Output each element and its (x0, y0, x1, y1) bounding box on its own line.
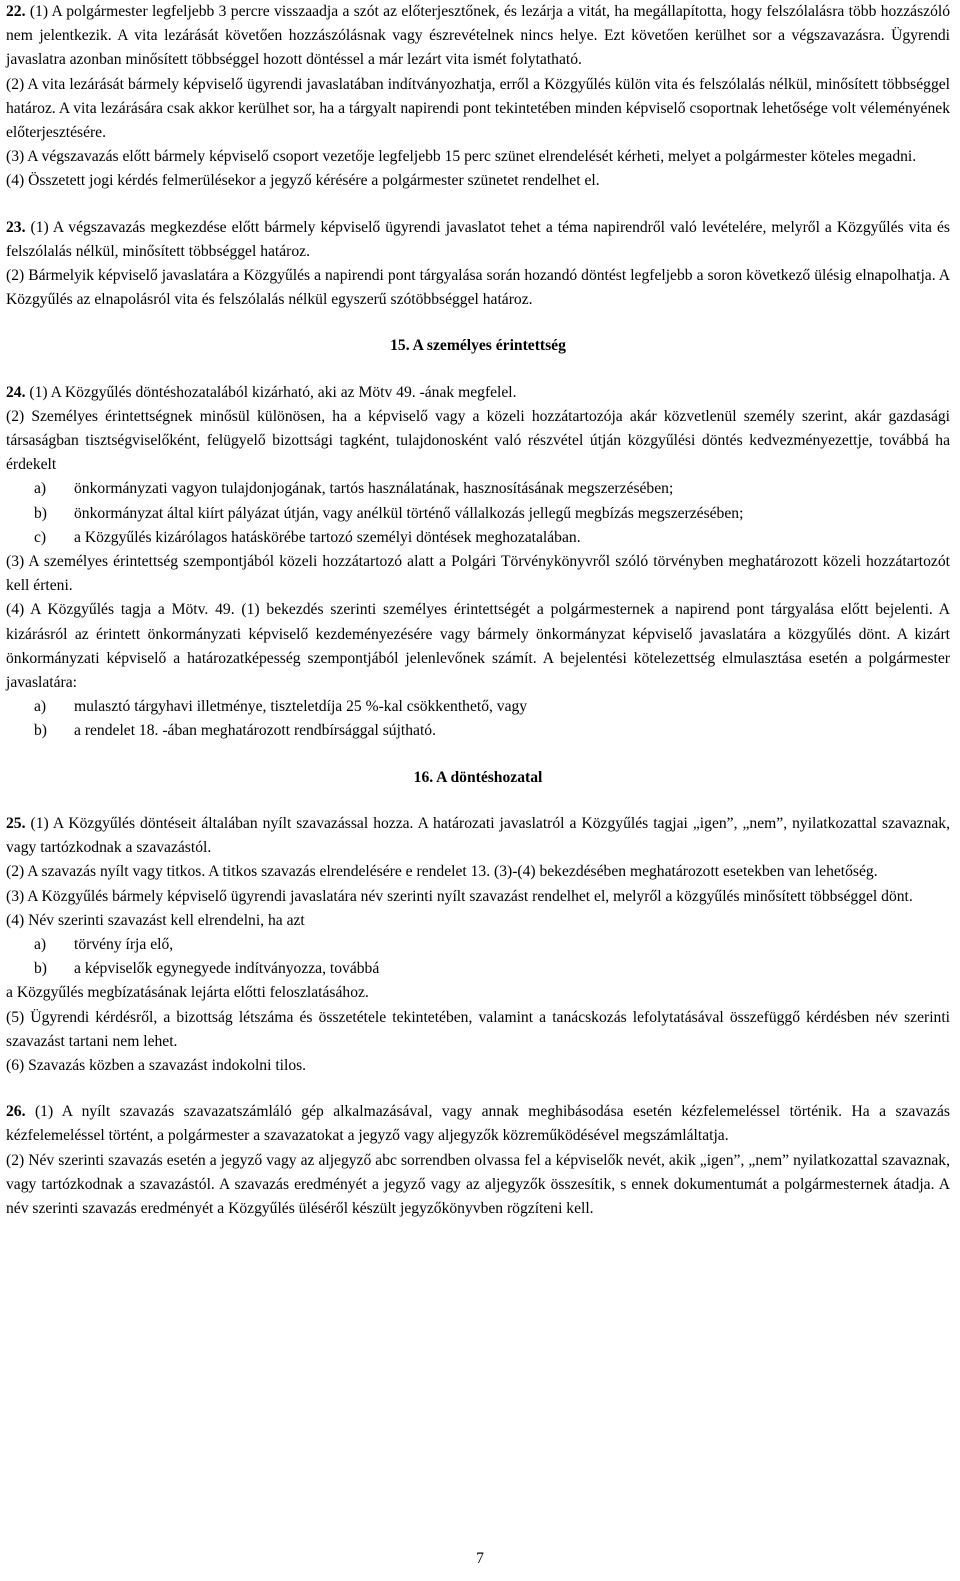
s25-para-6: (6) Szavazás közben a szavazást indokolni tilos. (6, 1056, 307, 1074)
list-item (6, 695, 950, 719)
list-label: a) (34, 698, 47, 716)
list-label: b) (34, 504, 47, 522)
s25-number: 25. (6, 814, 26, 832)
s22-para-1 (6, 0, 950, 73)
s22-para-4: (4) Összetett jogi kérdés felmerülésekor a jegyző kérésére a polgármester szünetet rendelhet el. (6, 172, 600, 190)
s26-para-1 (6, 1100, 950, 1148)
s23-para-1 (6, 216, 950, 264)
spacer (6, 1078, 950, 1100)
spacer (6, 312, 950, 334)
list-text: a rendelet 18. -ában meghatározott rendbírsággal sújtható. (74, 722, 436, 740)
list-label: b) (34, 960, 47, 978)
s25-para-1 (6, 812, 950, 860)
list-text: önkormányzat által kiírt pályázat útján, vagy anélkül történő vállalkozás jellegű megbízás megszerzésében; (74, 504, 744, 522)
s22-number: 22. (6, 3, 26, 20)
s26-para-2: (2) Név szerinti szavazás esetén a jegyző vagy az aljegyző abc sorrendben olvassa fel a képviselők nevét, akik „igen”, „nem” nyilatkozattal szavaznak, vagy tartózkodnak a szavazástól. A szavazás eredményét a jegyző vagy az aljegyzők összesítik, s ennek dokumentumát a polgármesternek átadja. A név szerinti szavazás eredményét a Közgyűlés üléséről készült jegyzőkönyvben rögzíteni kell. (6, 1151, 950, 1217)
s26-p1-text: (1) A nyílt szavazás szavazatszámláló gép alkalmazásával, vagy annak meghibásodása esetén kézfelemeléssel történik. Ha a szavazás kézfelemeléssel történt, a polgármester a szavazatokat a jegyző vagy aljegyzők közreműködésével megszámláltatja. (6, 1103, 950, 1145)
list-item (6, 933, 950, 957)
s24-p1-text: (1) A Közgyűlés döntéshozatalából kizárható, aki az Mötv 49. -ának megfelel. (25, 383, 517, 401)
s24-number: 24. (6, 383, 26, 401)
s23-number: 23. (6, 218, 26, 236)
list-text: a Közgyűlés kizárólagos hatáskörébe tartozó személyi döntések meghozatalában. (74, 528, 581, 546)
s22-para-2: (2) A vita lezárását bármely képviselő ügyrendi javaslatában indítványozhatja, erről a Közgyűlés külön vita és felszólalás nélkül, minősített többséggel határoz. A vita lezárására csak akkor kerülhet sor, ha a tárgyalt napirendi pont tekintetében minden képviselő csoportnak lehetősége volt véleményének előterjesztésére. (6, 75, 950, 142)
list-label: c) (34, 528, 47, 546)
s25-para-2: (2) A szavazás nyílt vagy titkos. A titkos szavazás elrendelésére e rendelet 13. (3)-(4) bekezdésében meghatározott esetekben van lehetőség. (6, 863, 878, 881)
heading-15: 15. A személyes érintettség (390, 337, 566, 355)
list-item (6, 502, 950, 526)
document-page (6, 0, 950, 1221)
s23-para-2: (2) Bármelyik képviselő javaslatára a Közgyűlés a napirendi pont tárgyalása során hozandó döntést legfeljebb a soron következő ülésig elnapolhatja. A Közgyűlés az elnapolásról vita és felszólalás nélkül egyszerű szótöbbséggel határoz. (6, 267, 950, 309)
s25-para-4b: a Közgyűlés megbízatásának lejárta előtti feloszlatásához. (6, 984, 369, 1002)
s26-number: 26. (6, 1103, 26, 1121)
spacer (6, 359, 950, 381)
spacer (6, 194, 950, 216)
s25-para-5: (5) Ügyrendi kérdésről, a bizottság létszáma és összetétele tekintetében, valamint a tanácskozás lefolytatásával összefüggő kérdésben név szerinti szavazást tartani nem lehet. (6, 1008, 950, 1050)
s23-p1-text: (1) A végszavazás megkezdése előtt bármely képviselő ügyrendi javaslatot tehet a téma napirendről való levételére, melyről a Közgyűlés vita és felszólalás nélkül, minősített többséggel határoz. (6, 218, 950, 260)
list-label: b) (34, 722, 47, 740)
list-item (6, 719, 950, 743)
s24-para-1 (6, 381, 950, 405)
list-item (6, 957, 950, 981)
s22-p1-text: (1) A polgármester legfeljebb 3 percre visszaadja a szót az előterjesztőnek, és lezárja a vitát, ha megállapította, hogy felszólalásra több hozzászóló nem jelentkezik. A vita lezárását követően hozzászólásnak vagy észrevételnek nincs helye. Ezt követően kerülhet sor a végszavazásra. Ügyrendi javaslatra azonban minősített többséggel hozott döntéssel a már lezárt vita ismét folytatható. (6, 3, 950, 69)
list-text: a képviselők egynegyede indítványozza, továbbá (74, 960, 380, 978)
spacer (6, 790, 950, 812)
s24-para-4: (4) A Közgyűlés tagja a Mötv. 49. (1) bekezdés szerinti személyes érintettségét a polgármesternek a napirend pont tárgyalása előtt bejelenti. A kizárásról az érintett önkormányzati képviselő kezdeményezésére vagy bármely önkormányzat képviselő javaslatára a közgyűlés dönt. A kizárt önkormányzati képviselő a határozatképesség szempontjából jelenlevőnek számít. A bejelentési kötelezettség elmulasztása esetén a polgármester javaslatára: (6, 601, 950, 692)
s22-para-3: (3) A végszavazás előtt bármely képviselő csoport vezetője legfeljebb 15 perc szünet elrendelését kérheti, melyet a polgármester köteles megadni. (6, 148, 917, 166)
heading-16: 16. A döntéshozatal (413, 768, 543, 786)
list-text: mulasztó tárgyhavi illetménye, tiszteletdíja 25 %-kal csökkenthető, vagy (74, 698, 528, 716)
list-text: törvény írja elő, (74, 935, 174, 953)
list-item (6, 526, 950, 550)
s25-p1-text: (1) A Közgyűlés döntéseit általában nyílt szavazással hozza. A határozati javaslatról a Közgyűlés tagjai „igen”, „nem”, nyilatkozattal szavaznak, vagy tartózkodnak a szavazástól. (6, 814, 950, 857)
s24-para-3: (3) A személyes érintettség szempontjából közeli hozzátartozó alatt a Polgári Törvénykönyvről szóló törvényben meghatározott közeli hozzátartozót kell érteni. (6, 553, 950, 595)
list-label: a) (34, 935, 47, 953)
list-item (6, 477, 950, 501)
spacer (6, 744, 950, 766)
s25-para-3: (3) A Közgyűlés bármely képviselő ügyrendi javaslatára név szerinti nyílt szavazást rendelhet el, melyről a közgyűlés minősített többséggel dönt. (6, 887, 913, 905)
list-label: a) (34, 480, 47, 498)
s24-para-2: (2) Személyes érintettségnek minősül különösen, ha a képviselő vagy a közeli hozzátartozója akár közvetlenül személy szerint, akár gazdasági társaságban tisztségviselőként, felügyelő bizottsági tagként, tulajdonosként való részvétel útján közgyűlési döntés kedvezményezettje, továbbá ha érdekelt (6, 407, 950, 474)
list-text: önkormányzati vagyon tulajdonjogának, tartós használatának, hasznosításának megszerzésében; (74, 480, 674, 498)
page-number: 7 (476, 1550, 484, 1567)
s25-para-4: (4) Név szerinti szavazást kell elrendelni, ha azt (6, 911, 305, 929)
